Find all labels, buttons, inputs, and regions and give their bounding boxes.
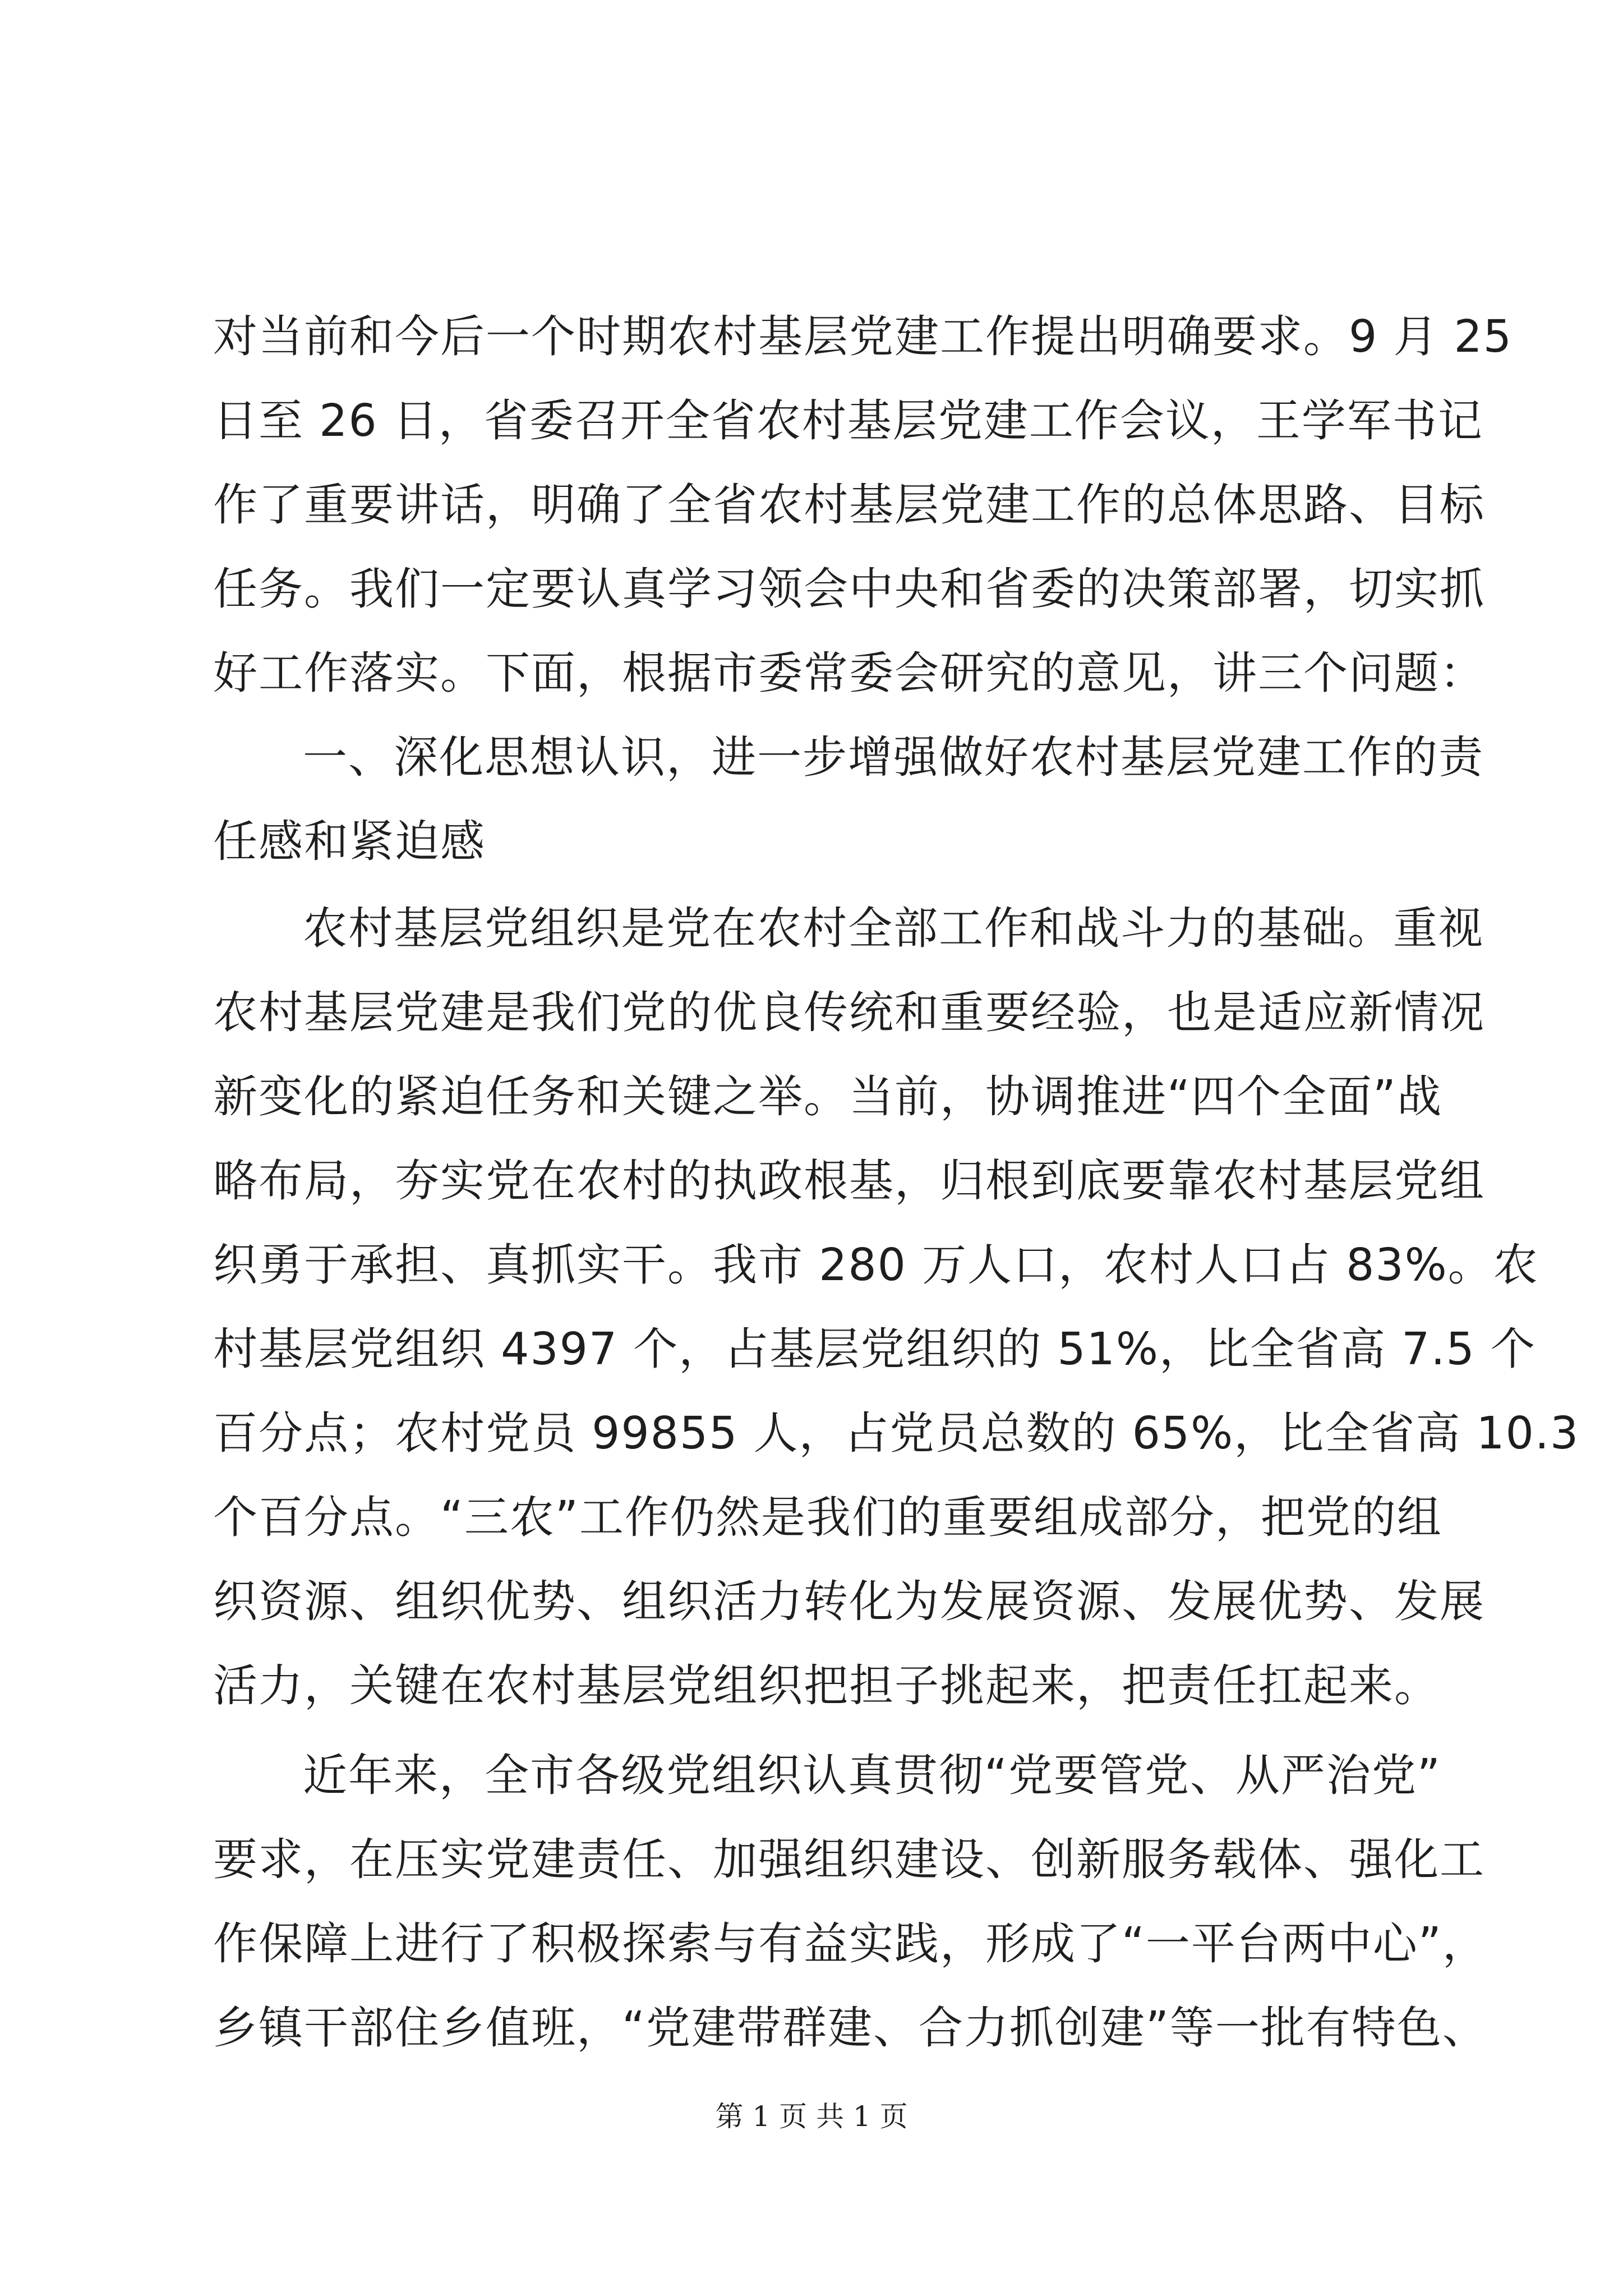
text-line: 乡镇干部住乡值班，“党建带群建、合力抓创建”等一批有特色、 [213, 2002, 1488, 2054]
text-line: 要求，在压实党建责任、加强组织建设、创新服务载体、强化工 [213, 1834, 1485, 1885]
text-line: 农村基层党建是我们党的优良传统和重要经验，也是适应新情况 [213, 987, 1485, 1038]
text-line: 织勇于承担、真抓实干。我市 280 万人口，农村人口占 83%。农 [213, 1239, 1539, 1291]
paragraph-start: 近年来，全市各级党组织认真贯彻“党要管党、从严治党” [303, 1750, 1441, 1801]
text-line: 百分点；农村党员 99855 人，占党员总数的 65%，比全省高 10.3 [213, 1407, 1580, 1459]
page-footer: 第 1 页 共 1 页 [715, 2100, 908, 2133]
text-line: 个百分点。“三农”工作仍然是我们的重要组成部分，把党的组 [213, 1492, 1442, 1543]
text-line: 对当前和今后一个时期农村基层党建工作提出明确要求。9 月 25 [213, 311, 1513, 362]
text-line: 村基层党组织 4397 个，占基层党组织的 51%，比全省高 7.5 个 [213, 1323, 1536, 1375]
text-line: 任务。我们一定要认真学习领会中央和省委的决策部署，切实抓 [213, 563, 1485, 615]
text-line: 日至 26 日，省委召开全省农村基层党建工作会议，王学军书记 [213, 395, 1483, 447]
text-line: 活力，关键在农村基层党组织把担子挑起来，把责任扛起来。 [213, 1660, 1440, 1711]
paragraph-start: 农村基层党组织是党在农村全部工作和战斗力的基础。重视 [303, 903, 1484, 954]
text-line: 作保障上进行了积极探索与有益实践，形成了“一平台两中心”， [213, 1918, 1488, 1970]
text-line: 织资源、组织优势、组织活力转化为发展资源、发展优势、发展 [213, 1576, 1485, 1627]
text-line: 作了重要讲话，明确了全省农村基层党建工作的总体思路、目标 [213, 479, 1485, 531]
text-line: 好工作落实。下面，根据市委常委会研究的意见，讲三个问题： [213, 647, 1485, 699]
section-heading-cont: 任感和紧迫感 [213, 816, 486, 867]
section-heading: 一、深化思想认识，进一步增强做好农村基层党建工作的责 [303, 731, 1484, 783]
text-line: 新变化的紧迫任务和关键之举。当前，协调推进“四个全面”战 [213, 1071, 1442, 1122]
text-line: 略布局，夯实党在农村的执政根基，归根到底要靠农村基层党组 [213, 1155, 1485, 1207]
